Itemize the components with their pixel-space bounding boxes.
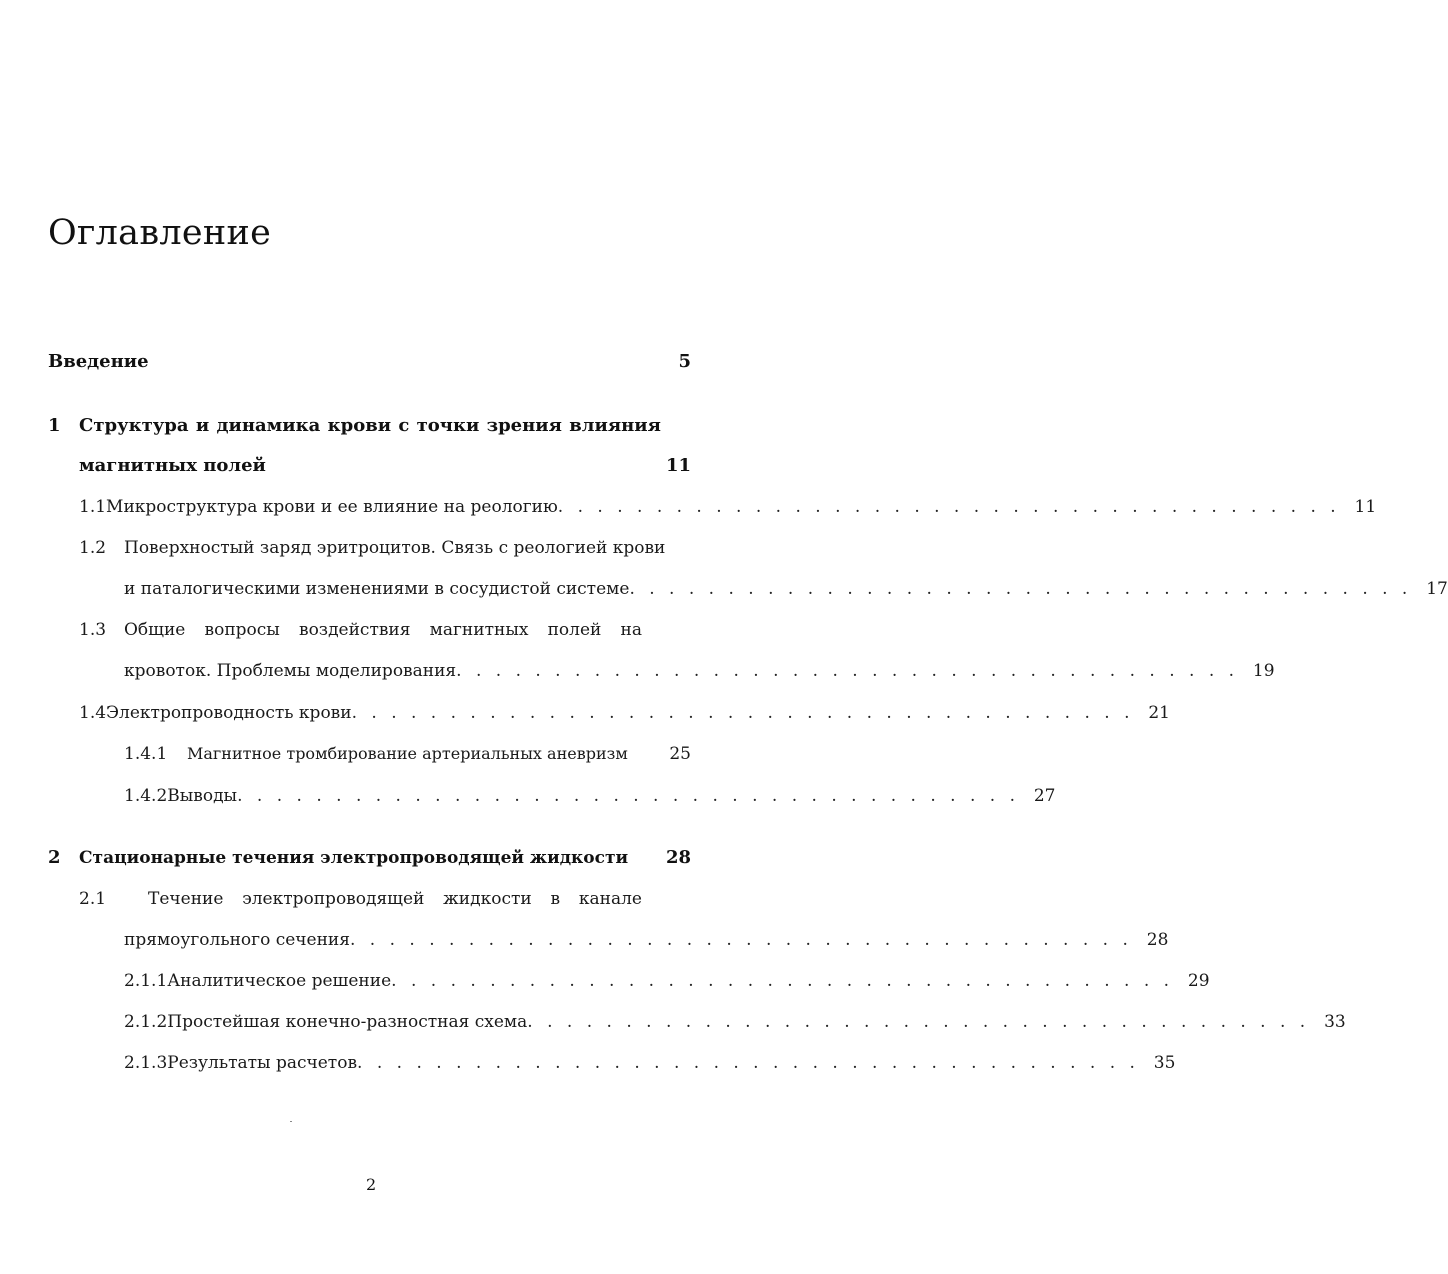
toc-title: прямоугольного сечения [124, 930, 350, 950]
toc-entry-1-2-cont[interactable] [124, 579, 1448, 599]
toc-title: Поверхностый заряд эритроцитов. Связь с реологией крови [124, 538, 666, 558]
toc-page: 11 [665, 455, 691, 476]
toc-page: 17 [1426, 579, 1448, 599]
toc-entry-1-4-2[interactable] [124, 786, 1056, 806]
toc-title: Стационарные течения электропроводящей жидкости [79, 848, 629, 868]
toc-leader: . . . . . . . . . . . . . . . . . . . . . . . . . . . . . . . . . . . . . . . . [357, 1053, 1140, 1073]
toc-title: Структура и динамика крови с точки зрения влияния [79, 415, 661, 436]
toc-entry-chapter-1[interactable] [48, 415, 691, 436]
toc-title: Аналитическое решение [167, 971, 392, 991]
toc-number: 1 [48, 415, 61, 436]
toc-entry-1-3[interactable] [79, 620, 691, 640]
toc-number: 1.4 [79, 703, 107, 723]
toc-title: Общие вопросы воздействия магнитных полей на [124, 620, 642, 640]
toc-number: 2.1.1 [124, 971, 168, 991]
toc-title: Микроструктура крови и ее влияние на реологию [106, 497, 558, 517]
toc-entry-2-1-2[interactable] [124, 1012, 1346, 1032]
toc-leader: . . . . . . . . . . . . . . . . . . . . . . . . . . . . . . . . . . . . . . . . [557, 497, 1341, 517]
toc-entry-1-3-cont[interactable] [124, 661, 1275, 681]
toc-number: 2.1.2 [124, 1012, 168, 1032]
toc-number: 1.1 [79, 497, 107, 517]
toc-title: и паталогическими изменениями в сосудистой системе [124, 579, 630, 599]
toc-title: Выводы [167, 786, 238, 806]
page-title: Оглавление [48, 213, 272, 253]
toc-leader: . . . . . . . . . . . . . . . . . . . . . . . . . . . . . . . . . . . . . . . . [391, 971, 1174, 991]
toc-entry-chapter-1-cont[interactable] [79, 455, 691, 476]
toc-entry-2-1[interactable] [79, 889, 691, 909]
toc-leader: . . . . . . . . . . . . . . . . . . . . . . . . . . . . . . . . . . . . . . . . [349, 930, 1133, 950]
toc-entry-1-4[interactable] [79, 703, 1170, 723]
toc-page: 19 [1252, 661, 1275, 681]
toc-number: 1.2 [79, 538, 107, 558]
toc-title: Результаты расчетов [167, 1053, 358, 1073]
toc-page: 21 [1148, 703, 1170, 723]
toc-page: 5 [678, 351, 691, 372]
toc-number: 2.1 [79, 889, 107, 909]
toc-title: магнитных полей [79, 455, 266, 476]
toc-page: 29 [1187, 971, 1210, 991]
toc-title: Магнитное тромбирование артериальных аневризм [187, 744, 628, 763]
toc-page: 28 [665, 847, 691, 868]
toc-number: 1.4.2 [124, 786, 168, 806]
toc-page: 28 [1146, 930, 1169, 950]
toc-entry-2-1-3[interactable] [124, 1053, 1176, 1073]
toc-entry-chapter-2[interactable] [48, 847, 691, 868]
toc-page: 25 [669, 744, 691, 764]
toc-page: 11 [1354, 497, 1377, 517]
footer-page-number: 2 [366, 1175, 377, 1194]
toc-entry-1-1[interactable] [79, 497, 1377, 517]
toc-number: 2.1.3 [124, 1053, 168, 1073]
toc-leader: . . . . . . . . . . . . . . . . . . . . . . . . . . . . . . . . . . . . . . . . [629, 579, 1412, 599]
toc-page: 35 [1153, 1053, 1176, 1073]
toc-leader: . . . . . . . . . . . . . . . . . . . . . . . . . . . . . . . . . . . . . . . . [237, 786, 1020, 806]
toc-title: Введение [48, 351, 149, 372]
toc-title: Простейшая конечно-разностная схема [167, 1012, 528, 1032]
toc-entry-2-1-cont[interactable] [124, 930, 1169, 950]
toc-entry-1-2[interactable] [79, 538, 691, 558]
toc-number: 2 [48, 847, 61, 868]
toc-page: 27 [1033, 786, 1056, 806]
toc-entry-1-4-1[interactable] [124, 744, 691, 764]
toc-number: 1.3 [79, 620, 107, 640]
toc-leader: . . . . . . . . . . . . . . . . . . . . . . . . . . . . . . . . . . . . . . . . [351, 703, 1134, 723]
scan-speck [290, 1121, 292, 1122]
toc-entry-2-1-1[interactable] [124, 971, 1210, 991]
toc-title: Электропроводность крови [106, 703, 352, 723]
toc-title: кровоток. Проблемы моделирования [124, 661, 457, 681]
toc-entry-intro[interactable] [48, 351, 691, 372]
toc-number: 1.4.1 [124, 744, 168, 764]
toc-page: 33 [1324, 1012, 1346, 1032]
toc-title: Течение электропроводящей жидкости в канале [148, 889, 642, 909]
toc-leader: . . . . . . . . . . . . . . . . . . . . . . . . . . . . . . . . . . . . . . . . [456, 661, 1239, 681]
toc-leader: . . . . . . . . . . . . . . . . . . . . . . . . . . . . . . . . . . . . . . . . [527, 1012, 1310, 1032]
